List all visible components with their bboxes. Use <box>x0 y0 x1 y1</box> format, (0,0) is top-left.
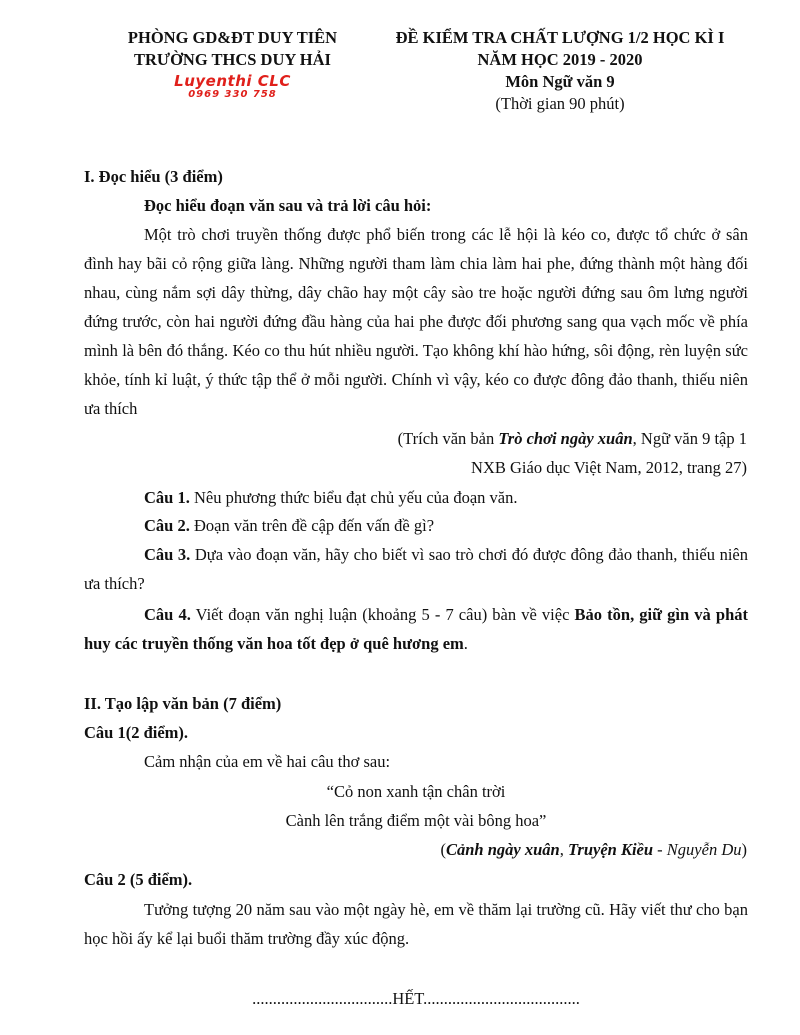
question-end: . <box>463 634 468 653</box>
question-text: Viết đoạn văn nghị luận (khoảng 5 - 7 câu) bàn về việc <box>190 605 575 624</box>
part2-question-2-title: Câu 2 (5 điểm). <box>84 870 193 889</box>
question-label: Câu 4. <box>144 605 191 624</box>
exam-header <box>355 27 765 115</box>
part1-instruction: Đọc hiểu đoạn văn sau và trả lời câu hỏi: <box>144 196 432 215</box>
question-label: Câu 1. <box>144 488 190 507</box>
passage-source <box>398 424 747 453</box>
brand-name: Luyenthi CLC <box>174 72 291 90</box>
source-prefix: (Trích văn bản <box>397 429 499 448</box>
part2-title: II. Tạo lập văn bản (7 điểm) <box>84 694 282 713</box>
part2-question-1-prompt: Cảm nhận của em về hai câu thơ sau: <box>144 752 391 771</box>
poem-source-author: Nguyễn Du <box>666 840 742 859</box>
part2-question-2-text: Tưởng tượng 20 năm sau vào một ngày hè, em về thăm lại trường cũ. Hãy viết thư cho bạn học hồi ấy kể lại buổi thăm trường đầy xúc động. <box>84 900 748 948</box>
poem-source-book: Truyện Kiều <box>567 840 654 859</box>
poem-source-open: ( <box>440 840 446 859</box>
question-4 <box>84 600 748 658</box>
passage-source-publisher: NXB Giáo dục Việt Nam, 2012, trang 27) <box>471 458 747 477</box>
poem-source <box>440 835 747 864</box>
school-header <box>100 27 365 71</box>
poem-source-dash: - <box>653 840 667 859</box>
question-text: Nêu phương thức biểu đạt chủ yếu của đoạn văn. <box>189 488 518 507</box>
poem-line-1: “Cỏ non xanh tận chân trời <box>326 782 506 801</box>
poem-source-work: Cảnh ngày xuân <box>445 840 560 859</box>
department-name: PHÒNG GD&ĐT DUY TIÊN <box>127 28 338 47</box>
source-title: Trò chơi ngày xuân <box>498 429 633 448</box>
duration: (Thời gian 90 phút) <box>495 94 625 113</box>
poem-line-2: Cành lên trắng điểm một vài bông hoa” <box>285 811 547 830</box>
question-text: Dựa vào đoạn văn, hãy cho biết vì sao trò chơi đó được đông đảo thanh, thiếu niên ưa thích? <box>84 545 748 593</box>
source-suffix: , Ngữ văn 9 tập 1 <box>632 429 747 448</box>
school-name: TRƯỜNG THCS DUY HẢI <box>134 50 331 69</box>
question-label: Câu 3. <box>144 545 191 564</box>
question-text: Đoạn văn trên đề cập đến vấn đề gì? <box>189 516 435 535</box>
part2-question-1-title: Câu 1(2 điểm). <box>84 723 189 742</box>
question-1 <box>144 483 517 512</box>
subject: Môn Ngữ văn 9 <box>505 72 615 91</box>
question-3 <box>84 540 748 598</box>
end-mark: ..................................HẾT...................................... <box>252 989 580 1008</box>
poem-source-close: ) <box>741 840 747 859</box>
question-emphasis: Bảo tồn, giữ gìn và phát huy các truyền thống văn hoa tốt đẹp ở quê hương em <box>84 605 748 653</box>
question-2 <box>144 511 434 540</box>
part1-title: I. Đọc hiểu (3 điểm) <box>84 167 223 186</box>
reading-passage: Một trò chơi truyền thống được phổ biến trong các lễ hội là kéo co, được tổ chức ở sân đình hay bãi cỏ rộng giữa làng. Những người tham làm chia làm hai phe, đứng thành một hàng đối nhau, cùng nắm sợi dây thừng, dây chão hay một cây sào tre hoặc người đứng sau ôm lưng người đứng trước, còn hai người đứng đầu hàng của hai phe được đối phương sang qua vạch mốc về phía mình là bên đó thắng. Kéo co thu hút nhiều người. Tạo không khí hào hứng, sôi động, rèn luyện sức khỏe, tính kỉ luật, ý thức tập thể ở mỗi người. Chính vì vậy, kéo co được đông đảo thanh, thiếu niên ưa thích <box>84 225 748 418</box>
brand-phone: 0969 330 758 <box>188 89 277 100</box>
poem-source-sep: , <box>559 840 568 859</box>
exam-title: ĐỀ KIỂM TRA CHẤT LƯỢNG 1/2 HỌC KÌ I <box>395 28 725 47</box>
school-year: NĂM HỌC 2019 - 2020 <box>477 50 643 69</box>
question-label: Câu 2. <box>144 516 190 535</box>
